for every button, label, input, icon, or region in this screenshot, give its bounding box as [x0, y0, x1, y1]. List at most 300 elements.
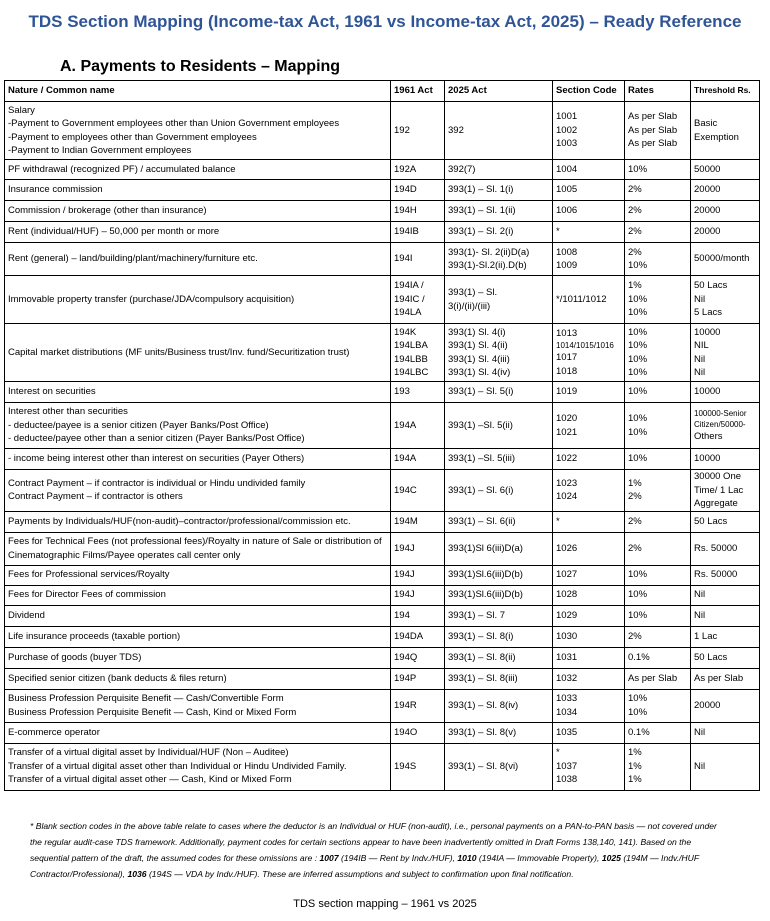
- cell-nature: [5, 243, 391, 276]
- cell-nature-line: E-commerce operator: [8, 726, 100, 738]
- cell-rate-line: 10%: [628, 589, 648, 601]
- cell-2025-act-line: 392: [448, 124, 464, 136]
- cell-1961-act-line: 194C: [394, 484, 417, 496]
- cell-threshold-line: 50 Lacs: [694, 515, 728, 527]
- cell-1961-act: [391, 668, 445, 689]
- table-row: [5, 201, 760, 222]
- cell-threshold: [691, 722, 760, 743]
- cell-1961-act: [391, 647, 445, 668]
- cell-1961-act: [391, 532, 445, 565]
- cell-1961-act-line: 194: [394, 609, 410, 621]
- cell-threshold-line: Nil: [694, 726, 706, 738]
- cell-2025-act: [445, 605, 553, 626]
- table-row: [5, 222, 760, 243]
- cell-threshold-line: 20000: [694, 226, 721, 238]
- cell-rate: [625, 668, 691, 689]
- cell-section-code: [553, 470, 625, 512]
- cell-1961-act: [391, 511, 445, 532]
- cell-section-code: [553, 243, 625, 276]
- cell-2025-act-line: 392(7): [448, 163, 476, 175]
- cell-rate-line: 10%: [628, 426, 648, 438]
- cell-section-code-line: 1019: [556, 386, 578, 398]
- cell-1961-act-line: 194J: [394, 542, 415, 554]
- cell-2025-act: [445, 689, 553, 722]
- table-row: [5, 276, 760, 324]
- cell-threshold-line: Others: [694, 430, 723, 442]
- cell-1961-act-line: 194A: [394, 419, 417, 431]
- cell-nature: [5, 102, 391, 160]
- cell-rate: [625, 605, 691, 626]
- cell-2025-act: [445, 403, 553, 449]
- cell-2025-act: [445, 382, 553, 403]
- cell-1961-act: [391, 743, 445, 790]
- cell-nature-line: - deductee/payee other than a senior citizen (Payer Banks/Post Office): [8, 433, 305, 445]
- cell-2025-act-line: 393(1) – Sl. 8(iii): [448, 672, 518, 684]
- cell-threshold-line: 20000: [694, 699, 721, 711]
- cell-rate-line: 1%: [628, 280, 642, 292]
- table-row: [5, 668, 760, 689]
- cell-threshold-line: NIL: [694, 340, 709, 351]
- cell-1961-act-line: 194LBC: [394, 367, 429, 378]
- cell-threshold: [691, 382, 760, 403]
- cell-nature: [5, 403, 391, 449]
- cell-1961-act-line: 194K: [394, 326, 417, 338]
- cell-threshold: [691, 565, 760, 585]
- cell-nature-line: Rent (general) – land/building/plant/machinery/furniture etc.: [8, 253, 258, 265]
- cell-2025-act-line: 393(1)-Sl.2(ii).D(b): [448, 260, 527, 271]
- cell-1961-act-line: 194A: [394, 453, 417, 465]
- cell-section-code-line: 1031: [556, 651, 578, 663]
- cell-nature: [5, 647, 391, 668]
- table-row: [5, 626, 760, 647]
- cell-threshold: [691, 532, 760, 565]
- cell-threshold: [691, 585, 760, 605]
- cell-section-code: [553, 626, 625, 647]
- cell-rate: [625, 722, 691, 743]
- cell-1961-act: [391, 382, 445, 403]
- cell-nature-line: Contract Payment – if contractor is others: [8, 491, 183, 503]
- cell-threshold-line: Nil: [694, 353, 706, 365]
- cell-1961-act: [391, 470, 445, 512]
- cell-rate-line: 10%: [628, 386, 648, 398]
- cell-threshold-line: Aggregate: [694, 498, 738, 509]
- table-row: [5, 647, 760, 668]
- cell-2025-act-line: 393(1)Sl.6(iii)D(b): [448, 589, 523, 601]
- cell-section-code-line: 1013: [556, 327, 578, 339]
- cell-2025-act-line: 393(1) – Sl. 8(ii): [448, 651, 516, 663]
- cell-section-code-line: 1009: [556, 260, 578, 271]
- cell-threshold-line: 20000: [694, 205, 721, 217]
- cell-rate-line: 2%: [628, 491, 642, 503]
- table-row: [5, 324, 760, 382]
- cell-rate-line: 10%: [628, 453, 648, 465]
- cell-threshold: [691, 160, 760, 180]
- cell-nature: [5, 511, 391, 532]
- cell-1961-act: [391, 180, 445, 201]
- cell-2025-act: [445, 102, 553, 160]
- cell-section-code: [553, 668, 625, 689]
- cell-1961-act-line: 194O: [394, 726, 418, 738]
- cell-section-code-line: 1018: [556, 365, 578, 377]
- table-row: [5, 243, 760, 276]
- cell-rate-line: 10%: [628, 367, 648, 378]
- table-row: [5, 743, 760, 790]
- footnote-code: 1036: [127, 869, 147, 879]
- cell-rate: [625, 324, 691, 382]
- cell-rate-line: 10%: [628, 706, 648, 718]
- cell-nature-line: Business Profession Perquisite Benefit — Cash/Convertible Form: [8, 693, 284, 704]
- cell-section-code-line: 1024: [556, 491, 578, 503]
- cell-rate-line: 2%: [628, 246, 642, 258]
- cell-2025-act-line: 393(1) – Sl. 1(ii): [448, 205, 516, 217]
- cell-1961-act-line: 194IC /: [394, 293, 425, 305]
- cell-section-code: [553, 180, 625, 201]
- cell-2025-act-line: 393(1) – Sl. 8(iv): [448, 699, 519, 711]
- cell-threshold-line: Nil: [694, 609, 706, 621]
- cell-2025-act-line: 393(1) – Sl. 6(i): [448, 484, 514, 496]
- cell-1961-act: [391, 722, 445, 743]
- cell-threshold: [691, 243, 760, 276]
- cell-threshold-line: 50 Lacs: [694, 651, 728, 663]
- cell-2025-act-line: 393(1) – Sl. 6(ii): [448, 515, 516, 527]
- cell-section-code-line: 1005: [556, 184, 578, 196]
- footnote-text: (194IB — Rent by Indv./HUF),: [338, 853, 458, 863]
- cell-threshold-line: 10000: [694, 386, 721, 398]
- cell-1961-act-line: 194DA: [394, 630, 424, 642]
- table-row: [5, 403, 760, 449]
- cell-section-code: [553, 585, 625, 605]
- cell-threshold: [691, 743, 760, 790]
- cell-rate-line: 10%: [628, 326, 648, 338]
- cell-section-code-line: 1028: [556, 589, 578, 601]
- cell-nature-line: Payments by Individuals/HUF(non-audit)–contractor/professional/commission etc.: [8, 515, 351, 527]
- cell-nature-line: -Payment to Indian Government employees: [8, 145, 192, 156]
- cell-2025-act: [445, 585, 553, 605]
- cell-nature-line: Insurance commission: [8, 184, 103, 196]
- cell-rate-line: 10%: [628, 353, 648, 365]
- cell-nature-line: Salary: [8, 104, 35, 116]
- cell-2025-act: [445, 722, 553, 743]
- cell-rate-line: 1%: [628, 477, 642, 489]
- cell-rate: [625, 511, 691, 532]
- cell-section-code: [553, 743, 625, 790]
- cell-nature: [5, 324, 391, 382]
- table-row: [5, 102, 760, 160]
- cell-section-code: [553, 276, 625, 324]
- cell-section-code-line: 1032: [556, 672, 578, 684]
- footnote-code: 1010: [457, 853, 477, 863]
- cell-threshold-line: 10000: [694, 453, 721, 465]
- cell-section-code-line: 1006: [556, 205, 578, 217]
- cell-threshold-line: 100000-Senior: [694, 408, 747, 418]
- cell-1961-act-line: 194M: [394, 515, 418, 527]
- cell-2025-act: [445, 532, 553, 565]
- cell-section-code-line: 1021: [556, 426, 578, 438]
- cell-section-code-line: 1017: [556, 352, 578, 364]
- cell-nature-line: Transfer of a virtual digital asset other than Individual or Hindu Undivided Family.: [8, 760, 347, 772]
- cell-rate-line: 10%: [628, 260, 648, 271]
- cell-threshold-line: 50000: [694, 163, 721, 175]
- table-row: [5, 605, 760, 626]
- cell-section-code: [553, 403, 625, 449]
- footnote-code: 1007: [319, 853, 339, 863]
- cell-section-code-line: 1029: [556, 609, 578, 621]
- cell-section-code-line: 1037: [556, 760, 578, 772]
- cell-2025-act-line: 393(1)- Sl. 2(ii)D(a): [448, 246, 530, 258]
- cell-rate-line: As per Slab: [628, 672, 678, 684]
- cell-1961-act-line: 194LBB: [394, 353, 428, 365]
- cell-nature: [5, 276, 391, 324]
- cell-rate-line: 10%: [628, 163, 648, 175]
- footnote-text: (194M — Indv./HUF Contractor/Professional),: [30, 853, 699, 879]
- cell-nature: [5, 722, 391, 743]
- cell-threshold: [691, 102, 760, 160]
- cell-rate: [625, 403, 691, 449]
- cell-nature-line: Fees for Technical Fees (not professional fees)/Royalty in nature of Sale or distribution of Cinematographic Films/Payee operates call center only: [8, 536, 382, 561]
- cell-rate-line: 10%: [628, 340, 648, 351]
- cell-threshold: [691, 449, 760, 470]
- cell-section-code: [553, 647, 625, 668]
- footnote-text: (194S — VDA by Indv./HUF). These are inferred assumptions and subject to confirmation upon final notification.: [146, 869, 574, 879]
- cell-rate: [625, 201, 691, 222]
- col-header-threshold: Threshold Rs.: [691, 81, 760, 102]
- cell-threshold: [691, 201, 760, 222]
- cell-threshold-line: 50000/month: [694, 253, 750, 265]
- cell-section-code: [553, 382, 625, 403]
- table-row: [5, 689, 760, 722]
- cell-2025-act: [445, 743, 553, 790]
- cell-1961-act-line: 194LBA: [394, 340, 428, 351]
- cell-nature-line: -Payment to Government employees other than Union Government employees: [8, 118, 340, 129]
- table-row: [5, 532, 760, 565]
- cell-section-code-line: 1008: [556, 246, 578, 258]
- cell-threshold-line: Basic: [694, 118, 718, 129]
- cell-2025-act-line: 393(1) – Sl. 8(v): [448, 726, 517, 738]
- cell-2025-act: [445, 647, 553, 668]
- cell-section-code-line: 1002: [556, 124, 578, 136]
- footnote-text: * Blank section codes in the above table relate to cases where the deductor is an Individual or HUF (non-audit), i.e., personal payments on a PAN-to-PAN basis — not covered under the regular audit-case TDS framework. Additionally, payment codes for certain sections appear to have been inadvertently omitted in Draft Forms 138,140, 141). Based on the sequential pattern of the draft, the assumed codes for these omissions are :: [30, 821, 717, 863]
- cell-1961-act: [391, 585, 445, 605]
- cell-rate-line: 10%: [628, 293, 648, 305]
- cell-1961-act-line: 194IA /: [394, 280, 424, 292]
- cell-threshold: [691, 511, 760, 532]
- col-header-section-code: Section Code: [553, 81, 625, 102]
- cell-nature-line: Fees for Professional services/Royalty: [8, 569, 170, 581]
- cell-threshold: [691, 403, 760, 449]
- cell-nature-line: Capital market distributions (MF units/Business trust/Inv. fund/Securitization trust): [8, 346, 350, 358]
- cell-threshold-line: Exemption: [694, 131, 739, 143]
- cell-1961-act-line: 194J: [394, 569, 415, 581]
- cell-threshold: [691, 605, 760, 626]
- cell-threshold-line: Nil: [694, 589, 706, 601]
- cell-nature: [5, 605, 391, 626]
- cell-nature: [5, 382, 391, 403]
- cell-section-code-line: *: [556, 226, 560, 238]
- cell-2025-act: [445, 470, 553, 512]
- cell-rate-line: 2%: [628, 542, 642, 554]
- cell-1961-act: [391, 565, 445, 585]
- cell-threshold: [691, 222, 760, 243]
- cell-rate: [625, 647, 691, 668]
- cell-rate: [625, 689, 691, 722]
- col-header-rates: Rates: [625, 81, 691, 102]
- cell-section-code-line: 1038: [556, 774, 578, 786]
- cell-2025-act-line: 393(1)Sl.6(iii)D(b): [448, 569, 523, 581]
- cell-nature-line: Immovable property transfer (purchase/JDA/compulsory acquisition): [8, 293, 295, 305]
- cell-rate-line: 1%: [628, 760, 642, 772]
- cell-rate: [625, 532, 691, 565]
- footnote-code: 1025: [601, 853, 621, 863]
- cell-nature-line: Interest other than securities: [8, 406, 128, 418]
- footnote-text: (194IA — Immovable Property),: [476, 853, 602, 863]
- cell-1961-act: [391, 626, 445, 647]
- cell-section-code-line: 1023: [556, 477, 578, 489]
- cell-nature-line: Rent (individual/HUF) – 50,000 per month or more: [8, 226, 220, 238]
- cell-1961-act-line: 192: [394, 124, 410, 136]
- cell-nature: [5, 160, 391, 180]
- cell-rate-line: As per Slab: [628, 138, 678, 150]
- table-row: [5, 470, 760, 512]
- cell-threshold-line: As per Slab: [694, 672, 744, 684]
- cell-rate-line: 10%: [628, 307, 648, 319]
- cell-rate: [625, 382, 691, 403]
- cell-2025-act-line: 393(1) – Sl. 2(i): [448, 226, 514, 238]
- cell-rate: [625, 102, 691, 160]
- cell-1961-act: [391, 222, 445, 243]
- cell-1961-act-line: 194S: [394, 760, 417, 772]
- cell-2025-act: [445, 243, 553, 276]
- table-row: [5, 511, 760, 532]
- table-row: [5, 160, 760, 180]
- cell-2025-act: [445, 511, 553, 532]
- cell-section-code-line: 1004: [556, 163, 578, 175]
- cell-section-code-line: 1033: [556, 693, 578, 704]
- cell-2025-act: [445, 276, 553, 324]
- cell-nature: [5, 689, 391, 722]
- cell-section-code-line: *: [556, 747, 560, 759]
- cell-nature: [5, 585, 391, 605]
- cell-threshold: [691, 668, 760, 689]
- cell-section-code: [553, 449, 625, 470]
- cell-2025-act: [445, 201, 553, 222]
- cell-nature: [5, 532, 391, 565]
- cell-rate-line: 10%: [628, 609, 648, 621]
- cell-threshold-line: Citizen/50000-: [694, 419, 746, 429]
- cell-rate-line: As per Slab: [628, 124, 678, 136]
- cell-2025-act-line: 393(1) – Sl.: [448, 287, 498, 298]
- table-row: [5, 382, 760, 403]
- cell-nature-line: Contract Payment – if contractor is individual or Hindu undivided family: [8, 477, 306, 489]
- cell-1961-act-line: 194Q: [394, 651, 418, 663]
- cell-1961-act-line: 194R: [394, 699, 417, 711]
- cell-rate: [625, 743, 691, 790]
- cell-1961-act: [391, 689, 445, 722]
- cell-threshold: [691, 689, 760, 722]
- cell-section-code-line: 1001: [556, 111, 578, 123]
- cell-section-code: [553, 511, 625, 532]
- cell-rate: [625, 449, 691, 470]
- cell-2025-act-line: 393(1) Sl. 4(iv): [448, 367, 511, 378]
- cell-rate-line: 2%: [628, 515, 642, 527]
- cell-section-code-line: 1014/1015/1016: [556, 341, 614, 351]
- cell-rate: [625, 565, 691, 585]
- cell-section-code: [553, 222, 625, 243]
- cell-threshold: [691, 470, 760, 512]
- cell-2025-act-line: 393(1) Sl. 4(ii): [448, 340, 508, 351]
- footnote: [30, 818, 730, 882]
- cell-nature-line: Life insurance proceeds (taxable portion): [8, 630, 181, 642]
- table-row: [5, 565, 760, 585]
- cell-section-code: [553, 565, 625, 585]
- cell-threshold-line: Nil: [694, 293, 706, 305]
- cell-section-code-line: 1020: [556, 413, 578, 424]
- cell-1961-act-line: 192A: [394, 163, 417, 175]
- cell-nature: [5, 180, 391, 201]
- cell-nature-line: - deductee/payee is a senior citizen (Payer Banks/Post Office): [8, 419, 269, 431]
- cell-threshold: [691, 276, 760, 324]
- cell-1961-act: [391, 403, 445, 449]
- cell-rate: [625, 276, 691, 324]
- table-row: [5, 722, 760, 743]
- cell-2025-act: [445, 668, 553, 689]
- cell-2025-act: [445, 449, 553, 470]
- cell-threshold-line: 50 Lacs: [694, 280, 728, 292]
- cell-2025-act: [445, 160, 553, 180]
- cell-rate-line: 0.1%: [628, 651, 650, 663]
- cell-nature-line: Fees for Director Fees of commission: [8, 589, 166, 601]
- table-header-row: [5, 81, 760, 102]
- cell-nature-line: Commission / brokerage (other than insurance): [8, 205, 207, 217]
- cell-threshold: [691, 647, 760, 668]
- cell-nature-line: Business Profession Perquisite Benefit — Cash, Kind or Mixed Form: [8, 706, 297, 718]
- cell-2025-act-line: 393(1)Sl 6(iii)D(a): [448, 542, 523, 554]
- cell-section-code: [553, 605, 625, 626]
- cell-2025-act-line: 393(1) – Sl. 1(i): [448, 184, 514, 196]
- table-body: [5, 102, 760, 791]
- cell-nature-line: Transfer of a virtual digital asset by Individual/HUF (Non – Auditee): [8, 747, 289, 759]
- page-title: TDS Section Mapping (Income-tax Act, 1961 vs Income-tax Act, 2025) – Ready Reference: [28, 12, 742, 31]
- cell-section-code-line: 1003: [556, 138, 578, 150]
- cell-threshold-line: 30000 One: [694, 471, 742, 482]
- cell-rate-line: 1%: [628, 774, 642, 786]
- cell-2025-act: [445, 626, 553, 647]
- cell-section-code: [553, 722, 625, 743]
- cell-section-code: [553, 102, 625, 160]
- cell-1961-act: [391, 605, 445, 626]
- cell-rate-line: As per Slab: [628, 111, 678, 123]
- cell-rate-line: 10%: [628, 413, 648, 424]
- col-header-nature: Nature / Common name: [5, 81, 391, 102]
- cell-threshold-line: 10000: [694, 326, 721, 338]
- mapping-table: [4, 80, 760, 791]
- cell-rate-line: 10%: [628, 569, 648, 581]
- cell-section-code-line: 1026: [556, 542, 578, 554]
- cell-2025-act-line: 393(1) –Sl. 5(ii): [448, 419, 513, 431]
- cell-section-code-line: */1011/1012: [556, 293, 607, 305]
- cell-1961-act-line: 194D: [394, 184, 417, 196]
- cell-nature: [5, 626, 391, 647]
- col-header-2025: 2025 Act: [445, 81, 553, 102]
- cell-1961-act: [391, 102, 445, 160]
- cell-threshold-line: Time/ 1 Lac: [694, 484, 744, 496]
- cell-rate-line: 0.1%: [628, 726, 650, 738]
- cell-rate: [625, 180, 691, 201]
- cell-nature: [5, 743, 391, 790]
- cell-threshold-line: 1 Lac: [694, 630, 718, 642]
- cell-rate: [625, 470, 691, 512]
- cell-2025-act-line: 3(i)/(ii)/(iii): [448, 300, 491, 312]
- cell-1961-act: [391, 160, 445, 180]
